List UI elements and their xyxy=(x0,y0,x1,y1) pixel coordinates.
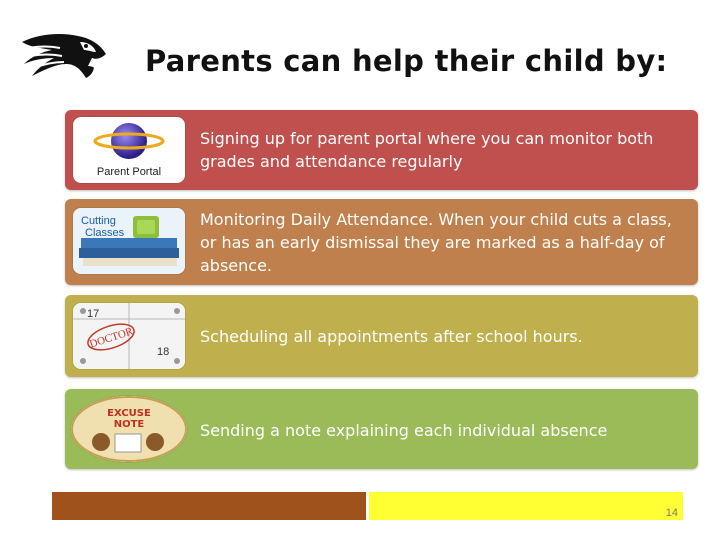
cutting-classes-icon xyxy=(73,208,185,274)
svg-text:Cutting: Cutting xyxy=(81,215,116,227)
svg-text:EXCUSE: EXCUSE xyxy=(107,408,151,419)
list-item-daily-attendance xyxy=(65,199,698,285)
list-item-parent-portal xyxy=(65,110,698,190)
parent-portal-icon xyxy=(73,117,185,183)
item-text: Scheduling all appointments after school hours. xyxy=(200,327,583,346)
footer-bar-left xyxy=(52,492,366,520)
item-text: Signing up for parent portal where you can monitor both grades and attendance regularly xyxy=(200,129,654,171)
list-item-appointments xyxy=(65,295,698,377)
svg-text:DOCTOR: DOCTOR xyxy=(88,325,135,351)
page-title: Parents can help their child by: xyxy=(145,44,668,78)
list-item-excuse-note xyxy=(65,389,698,469)
item-text: Monitoring Daily Attendance. When your child cuts a class, or has an early dismissal they are marked as a half-day of absence. xyxy=(200,210,672,275)
svg-text:NOTE: NOTE xyxy=(113,419,145,430)
page-number: 14 xyxy=(665,507,678,519)
excuse-note-book-icon xyxy=(71,396,187,462)
svg-text:Classes: Classes xyxy=(85,227,125,239)
item-text: Sending a note explaining each individual absence xyxy=(200,421,608,440)
svg-text:Parent Portal: Parent Portal xyxy=(96,166,162,178)
svg-text:17: 17 xyxy=(87,308,100,320)
doctor-calendar-icon xyxy=(73,303,185,369)
svg-text:18: 18 xyxy=(157,346,170,358)
eagle-logo-icon xyxy=(20,28,108,84)
